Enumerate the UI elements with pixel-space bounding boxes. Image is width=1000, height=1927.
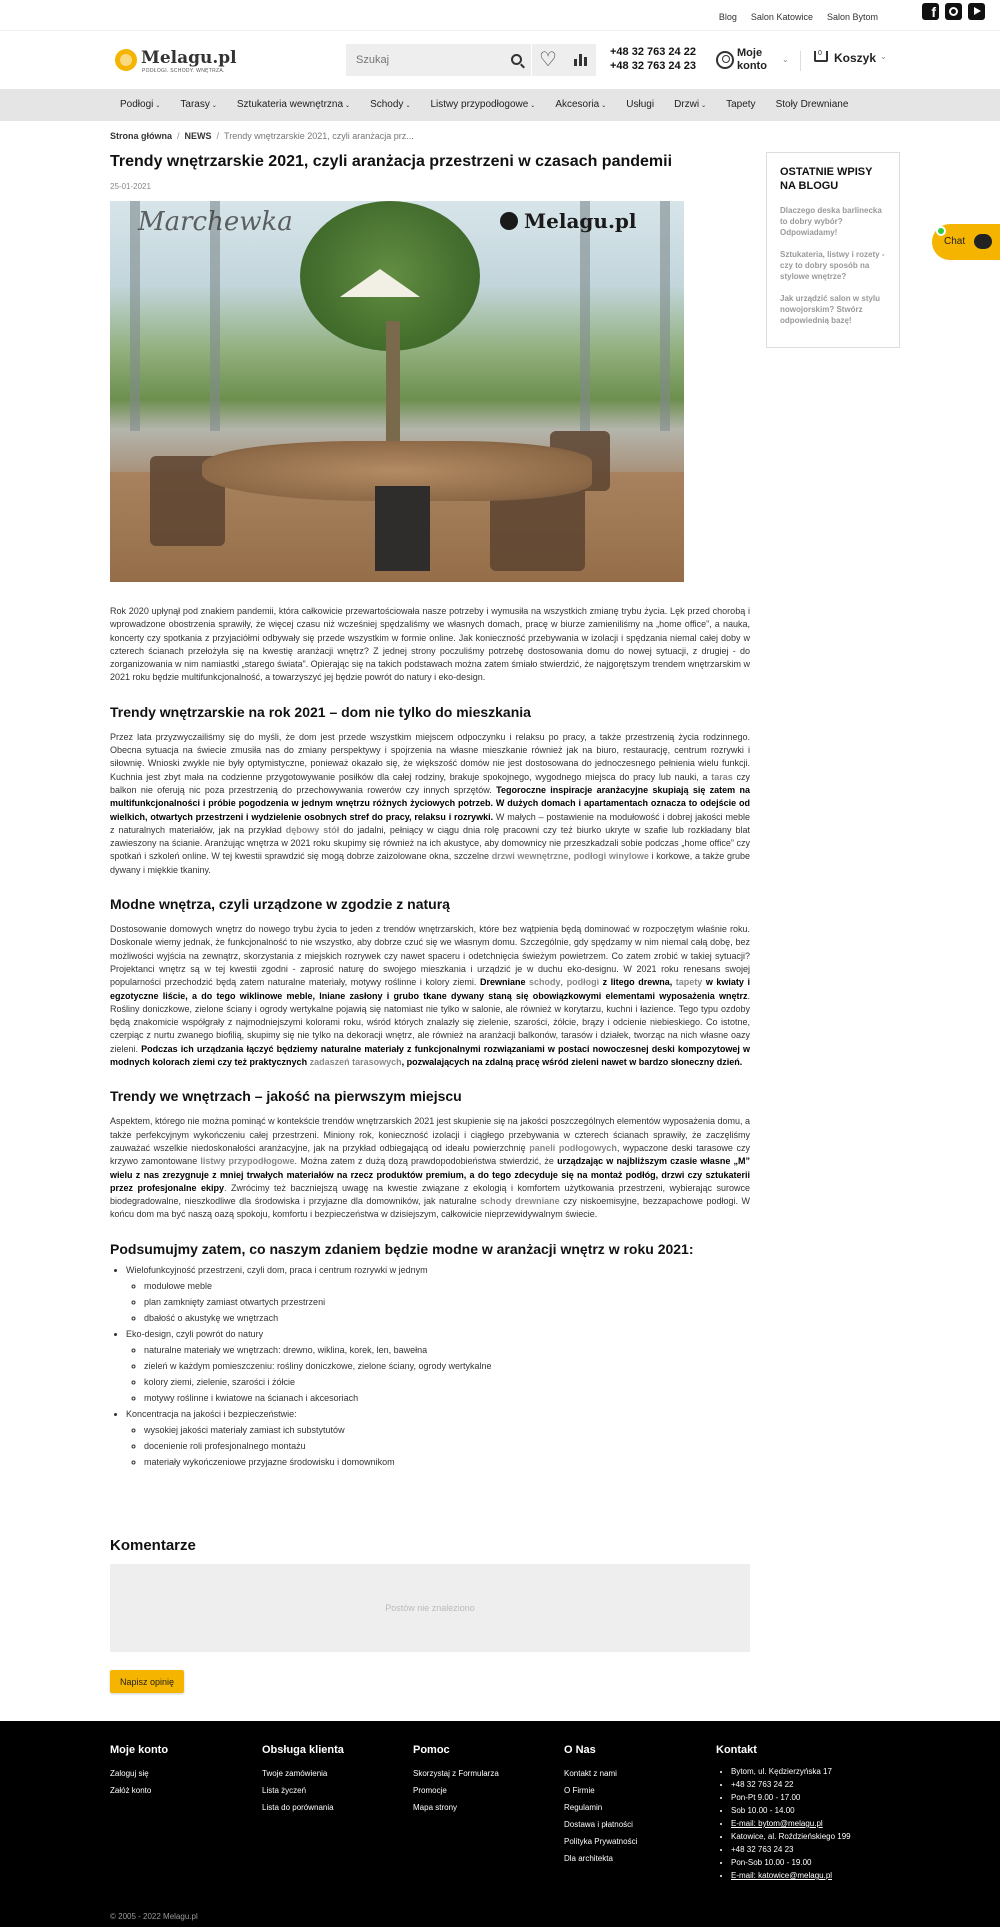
account-menu[interactable]	[716, 47, 789, 75]
summary-subitem: ◦ dbałość o akustykę we wnętrzach	[144, 1310, 750, 1326]
nav-item[interactable]	[545, 89, 616, 121]
footer-link-wishlist[interactable]: Lista życzeń	[262, 1786, 307, 1795]
site-header	[0, 30, 1000, 88]
wishlist-button[interactable]	[532, 44, 564, 76]
page-title: Trendy wnętrzarskie 2021, czyli aranżacja przestrzeni w czasach pandemii	[110, 153, 673, 170]
summary-subitem: ◦ zieleń w każdym pomieszczeniu: rośliny doniczkowe, zielone ściany, ogrody wertykalne	[144, 1358, 750, 1374]
nav-item[interactable]	[227, 89, 360, 121]
top-link-salon-bytom[interactable]: Salon Bytom	[826, 12, 878, 22]
nav-item[interactable]	[420, 89, 545, 121]
header-phones	[610, 45, 696, 73]
summary-item: • Koncentracja na jakości i bezpieczeństwie: ◦ wysokiej jakości materiały zamiast ich substytutów ◦ docenienie roli profesjonalnego montażu ◦ materiały wykończeniowe przyjazne środowisku i domownikom	[126, 1406, 750, 1470]
nav-item-label: Drzwi	[674, 99, 700, 110]
nav-list	[110, 89, 858, 121]
user-icon	[716, 51, 734, 69]
footer-link-login[interactable]: Zaloguj się	[110, 1769, 149, 1778]
compare-icon-bar	[584, 57, 587, 66]
summary-subitem: ◦ naturalne materiały we wnętrzach: drewno, wiklina, korek, len, bawełna	[144, 1342, 750, 1358]
link-tapety[interactable]: tapety	[675, 977, 703, 988]
link-schody-drewniane[interactable]: schody drewniane	[480, 1196, 560, 1207]
summary-subitem: ◦ kolory ziemi, zielenie, szarości i żółcie	[144, 1374, 750, 1390]
article-hero-image	[110, 201, 684, 582]
nav-item[interactable]	[766, 89, 859, 121]
recent-posts-sidebar	[766, 152, 900, 348]
summary-subitem: ◦ motywy roślinne i kwiatowe na ścianach i akcesoriach	[144, 1390, 750, 1406]
contact-line[interactable]: • E-mail: katowice@melagu.pl	[731, 1869, 851, 1882]
footer-heading: Pomoc	[413, 1744, 450, 1756]
tree-trunk	[386, 321, 400, 441]
summary-item: • Wielofunkcyjność przestrzeni, czyli dom, praca i centrum rozrywki w jednym ◦ modułowe meble ◦ plan zamknięty zamiast otwartych przestrzeni ◦ dbałość o akustykę we wnętrzach	[126, 1262, 750, 1326]
summary-item: • Eko-design, czyli powrót do natury ◦ naturalne materiały we wnętrzach: drewno, wiklina, korek, len, bawełna ◦ zieleń w każdym pomieszczeniu: rośliny doniczkowe, zielone ściany, ogrody wertykalne ◦ kolory ziemi, zielenie, szarości i żółcie ◦ motywy roślinne i kwiatowe na ścianach i akcesoriach	[126, 1326, 750, 1406]
footer-link-register[interactable]: Załóż konto	[110, 1786, 152, 1795]
summary-list	[110, 1262, 750, 1470]
footer-link-terms[interactable]: Regulamin	[564, 1803, 603, 1812]
logo-icon	[115, 49, 137, 71]
contact-line[interactable]: • E-mail: bytom@melagu.pl	[731, 1817, 851, 1830]
compare-icon-bar	[579, 54, 582, 66]
chevron-down-icon: ⌄	[530, 103, 536, 109]
footer-heading: Kontakt	[716, 1744, 757, 1756]
top-link-blog[interactable]: Blog	[718, 12, 737, 22]
link-drzwi-wewnetrzne[interactable]: drzwi wewnętrzne	[491, 851, 569, 862]
article-paragraph: Aspektem, którego nie można pominąć w kontekście trendów wnętrzarskich 2021 jest skupienie się na jakości poszczególnych elementów wyposażenia domu, a także perfekcyjnym wykończeniu całej przestrzeni. Miniony rok, konieczność izolacji i ciągłego przebywania w czterech ścianach sprawiły, że zaczęliśmy zauważać wszelkie niedoskonałości aranżacyjne, jak na przykład odbiegającą od ideału powierzchnię paneli podłogowych, wypaczone deski tarasowe czy krzywo zamontowane listwy przypodłogowe. Można zatem z dużą dozą prawdopodobieństwa stwierdzić, że urządzając w najbliższym czasie własne „M” wielu z nas zrezygnuje z mniej trwałych materiałów na rzecz produktów premium, a do tego zdecyduje się na montaż podłóg, drzwi czy sztukaterii przez profesjonalne ekipy. Zwrócimy też baczniejszą uwagę na kwestie związane z ekologią i komfortem użytkowania przestrzeni, wybierając surowce biodegradowalne, nieszkodliwe dla środowiska i przyjazne dla domowników, jak naturalne schody drewniane czy niskoemisyjne, bezzapachowe podłogi. W końcu dom ma być naszą oazą spokoju, komfortu i bezpieczeństwa w dzisiejszym, całkowicie nieprzewidywalnym świecie.	[110, 1116, 751, 1220]
comments-empty: Postów nie znaleziono	[110, 1564, 750, 1652]
footer-link-form[interactable]: Skorzystaj z Formularza	[413, 1769, 499, 1778]
window-frame	[580, 201, 590, 431]
summary-subitem: ◦ plan zamknięty zamiast otwartych przestrzeni	[144, 1294, 750, 1310]
comments-title: Komentarze	[110, 1537, 196, 1554]
nav-item-label: Schody	[370, 99, 404, 110]
logo-tagline: PODŁOGI. SCHODY. WNĘTRZA.	[142, 68, 225, 74]
link-debowy-stol[interactable]: dębowy stół	[285, 824, 340, 835]
breadcrumb: Strona główna / NEWS / Trendy wnętrzarskie 2021, czyli aranżacja prz...	[110, 131, 414, 141]
contact-line: • +48 32 763 24 22	[731, 1778, 851, 1791]
summary-subitem: ◦ modułowe meble	[144, 1278, 750, 1294]
summary-subitem: ◦ materiały wykończeniowe przyjazne środowisku i domownikom	[144, 1454, 750, 1470]
footer-link-promotions[interactable]: Promocje	[413, 1786, 447, 1795]
footer-col-about	[564, 1744, 637, 1867]
contact-line: • Sob 10.00 - 14.00	[731, 1804, 851, 1817]
chevron-down-icon: ⌄	[405, 103, 411, 109]
comments-section	[110, 1537, 750, 1687]
breadcrumb-current: Trendy wnętrzarskie 2021, czyli aranżacja prz...	[224, 131, 414, 141]
sidebar-title: OSTATNIE WPISY NA BLOGU	[780, 166, 873, 192]
account-label	[737, 47, 767, 73]
instagram-icon[interactable]	[945, 3, 962, 20]
nav-item[interactable]	[110, 89, 170, 121]
footer-col-account	[110, 1744, 168, 1799]
top-link-salon-katowice[interactable]: Salon Katowice	[750, 12, 813, 22]
logo-name: Melagu.pl	[141, 48, 237, 68]
search-box	[346, 44, 531, 76]
footer-link-delivery[interactable]: Dostawa i płatności	[564, 1820, 633, 1829]
compare-button[interactable]	[564, 44, 596, 76]
main-navigation	[0, 89, 1000, 121]
facebook-icon[interactable]	[922, 3, 939, 20]
summary-subitem: ◦ docenienie roli profesjonalnego montażu	[144, 1438, 750, 1454]
cart-count: 0	[818, 50, 822, 57]
search-icon[interactable]	[511, 54, 522, 65]
link-taras[interactable]: taras	[711, 771, 733, 782]
copyright: © 2005 - 2022 Melagu.pl	[110, 1912, 198, 1921]
article-paragraph: Przez lata przyzwyczailiśmy się do myśli, że dom jest przede wszystkim miejscem odpoczynku i relaksu po pracy, a także przestrzenią życia rodzinnego. Obecna sytuacja na świecie zmusiła nas do zmiany perspektywy i spojrzenia na własne mieszkanie również jak na biuro, restaurację, centrum rozrywki i siłownię. Wnioski zwykle nie były optymistyczne, ponieważ okazało się, że większość domów nie jest dostosowana do jednoczesnego pełnienia wielu funkcji. Kuchnia jest zbyt mała na codzienne przygotowywanie posiłków dla całej rodziny, brakuje spokojnego, wygodnego miejsca do pracy lub nauki, a taras czy balkon nie oferują nic poza przestrzenią do przechowywania rowerów czy innych sprzętów. Tegoroczne inspiracje aranżacyjne skupiają się zatem na multifunkcjonalności i próbie pogodzenia w jednym wnętrzu różnych życiowych potrzeb. W dużych domach i apartamentach oznacza to odejście od wielkich, otwartych przestrzeni i wydzielenie osobnych stref do pracy, relaksu i rozrywki. W małych – postawienie na modułowość i dobrej jakości meble z naturalnych materiałów, jak na przykład dębowy stół do jadalni, pełniący w ciągu dnia rolę pracowni czy też biurko ukryte w szafie lub rozkładany blat zawieszony na ścianie. Aranżując wnętrza w 2021 roku skupimy się również na ich akustyce, aby domownicy nie przeszkadzali sobie podczas „home office” czy spotkań i szkoleń online. W tej kwestii sprawdzić się mogą dobrze zaizolowane okna, szczelne drzwi wewnętrzne, podłogi winylowe i korkowe, a także grube dywany i miękkie tkaniny.	[110, 731, 751, 875]
site-footer	[0, 1721, 1000, 1927]
table-leg	[375, 486, 430, 571]
recent-post-link[interactable]: Sztukateria, listwy i rozety - czy to dobry sposób na stylowe wnętrze?	[780, 250, 885, 281]
chevron-down-icon: ⌄	[701, 103, 707, 109]
chevron-down-icon: ⌄	[211, 103, 217, 109]
nav-item-label: Sztukateria wewnętrzna	[236, 99, 344, 110]
contact-line: • Pon-Pt 9.00 - 17.00	[731, 1791, 851, 1804]
recent-post-link[interactable]: Dlaczego deska barlinecka to dobry wybór? Odpowiadamy!	[780, 206, 882, 237]
footer-link-compare[interactable]: Lista do porównania	[262, 1803, 334, 1812]
footer-col-service	[262, 1744, 344, 1816]
phone-bytom[interactable]: +48 32 763 24 23	[610, 60, 696, 72]
link-podlogi-winylowe[interactable]: podłogi winylowe	[573, 851, 649, 862]
chevron-down-icon: ⌄	[601, 103, 607, 109]
nav-item-label: Akcesoria	[555, 99, 600, 110]
phone-katowice[interactable]: +48 32 763 24 22	[610, 46, 696, 58]
nav-item-label: Usługi	[626, 99, 655, 110]
footer-link-orders[interactable]: Twoje zamówienia	[262, 1769, 328, 1778]
site-logo[interactable]	[115, 46, 237, 76]
footer-link-privacy[interactable]: Polityka Prywatności	[564, 1837, 638, 1846]
section-heading: Trendy we wnętrzach – jakość na pierwszym miejscu	[110, 1088, 462, 1105]
nav-item[interactable]	[664, 89, 716, 121]
recent-post-link[interactable]: Jak urządzić salon w stylu nowojorskim? Stwórz odpowiednią bazę!	[780, 294, 881, 325]
image-watermark-left: Marchewka	[138, 207, 293, 237]
chat-bubble-icon	[974, 234, 992, 249]
chevron-down-icon: ⌄	[880, 52, 887, 61]
top-links	[719, 12, 878, 22]
article-date: 25-01-2021	[110, 182, 151, 191]
online-status-icon	[936, 226, 946, 236]
footer-link-contact[interactable]: Kontakt z nami	[564, 1769, 617, 1778]
footer-col-help	[413, 1744, 499, 1816]
footer-heading: Moje konto	[110, 1744, 169, 1756]
article-body	[110, 605, 750, 1470]
footer-link-sitemap[interactable]: Mapa strony	[413, 1803, 458, 1812]
search-input[interactable]	[346, 44, 496, 76]
nav-item[interactable]	[716, 89, 765, 121]
footer-heading: O Nas	[564, 1744, 596, 1756]
chevron-down-icon: ⌄	[345, 103, 351, 109]
link-zadaszenia-tarasowe[interactable]: zadaszeń tarasowych	[309, 1057, 402, 1068]
article-intro: Rok 2020 upłynął pod znakiem pandemii, która całkowicie przewartościowała nasze potrzeby i wymusiła na wszystkich zmianę trybu życia. Lęk przed chorobą i wprowadzone obostrzenia sprawiły, że więcej czasu niż wcześniej spędzaliśmy we własnych domach, pracę w biurze zamieniliśmy na „home office”, a nauka, koncerty czy spotkania z przyjaciółmi odbywały się przede wszystkim w formie online. Jak konieczność przebywania w izolacji i spędzania niemal całej doby w czterech ścianach przełożyła się na kwestię aranżacji wnętrz? Z jednej strony poczuliśmy potrzebę dostosowania domu do nowej sytuacji, z drugiej - do zorganizowania w nim namiastki „starego świata”. Opierając się na takich podstawach można zatem śmiało stwierdzić, że najgorętszym trendem wnętrzarskim w 2021 roku będzie multifunkcjonalność, a towarzyszyć jej będzie powrót do natury i eko-design.	[110, 606, 750, 683]
contact-line: • Pon-Sob 10.00 - 19.00	[731, 1856, 851, 1869]
contact-line: • Katowice, al. Roździeńskiego 199	[731, 1830, 851, 1843]
section-heading: Podsumujmy zatem, co naszym zdaniem będzie modne w aranżacji wnętrz w roku 2021:	[110, 1240, 694, 1257]
write-review-button[interactable]: Napisz opinię	[110, 1670, 184, 1693]
chevron-down-icon: ⌄	[782, 55, 789, 64]
contact-line: • +48 32 763 24 23	[731, 1843, 851, 1856]
window-frame	[660, 201, 670, 431]
link-schody[interactable]: schody	[529, 977, 561, 988]
account-label-line2: konto	[737, 60, 767, 72]
nav-item-label: Listwy przypodłogowe	[430, 99, 529, 110]
top-bar	[0, 0, 1000, 30]
contact-line: • Bytom, ul. Kędzierzyńska 17	[731, 1765, 851, 1778]
link-panele-podlogowe[interactable]: paneli podłogowych	[529, 1142, 617, 1153]
header-divider	[800, 51, 801, 71]
link-podlogi[interactable]: podłogi	[566, 977, 600, 988]
footer-link-about[interactable]: O Firmie	[564, 1786, 595, 1795]
nav-item[interactable]	[616, 89, 664, 121]
section-heading: Trendy wnętrzarskie na rok 2021 – dom nie tylko do mieszkania	[110, 703, 531, 720]
chevron-down-icon: ⌄	[155, 103, 161, 109]
image-watermark-right: Melagu.pl	[500, 209, 637, 233]
section-heading: Modne wnętrza, czyli urządzone w zgodzie z naturą	[110, 896, 450, 913]
nav-item[interactable]	[360, 89, 420, 121]
summary-subitem: ◦ wysokiej jakości materiały zamiast ich substytutów	[144, 1422, 750, 1438]
compare-icon-bar	[574, 59, 577, 66]
footer-heading: Obsługa klienta	[262, 1744, 344, 1756]
chat-widget-button[interactable]	[932, 224, 1000, 260]
article-paragraph: Dostosowanie domowych wnętrz do nowego trybu życia to jeden z trendów wnętrzarskich, które bez wątpienia będą dominować w rozpoczętym właśnie roku. Doskonale wiemy jednak, że funkcjonalność to nie wszystko, aby dobrze czuć się we własnym domu. Szczególnie, gdy spędzamy w nim niemal całą dobę, bez możliwości wyjścia na zewnątrz, skorzystania z miejskich rozrywek czy nawet spaceru i odetchnięcia świeżym powietrzem. Co zatem zrobić w takiej sytuacji? Projektanci wnętrz są w tej kwestii zgodni - zaprosić naturę do swojego mieszkania i urządzić je w duchu eko-designu. W 2021 roku renesans swojej popularności przechodzić będą zatem naturalne materiały, motywy roślinne i kolory ziemi. Drewniane schody, podłogi z litego drewna, tapety w kwiaty i egzotyczne liście, a do tego wiklinowe meble, lniane zasłony i grubo tkane dywany staną się obowiązkowymi elementami wyposażenia wnętrz. Rośliny doniczkowe, zielone ściany i ogrody wertykalne pojawią się natomiast nie tylko w salonie, ale również w korytarzu, kuchni i łazience. Tego typu ozdoby będą znakomicie współgrały z najmodniejszymi kolorami roku, wśród których znalazły się zielenie, szarości, żółcie, brązy i odcienie niebieskiego. Co istotne, czerpiąc z nurtu zwanego biofilią, skupimy się nie tylko na dekoracji wnętrz, ale również na aranżacji balkonów, tarasów i działek, tworząc na nich własne oazy zieleni. Podczas ich urządzania łączyć będziemy naturalne materiały z funkcjonalnymi rozwiązaniami w postaci nowoczesnej deski kompozytowej w modnych kolorach ziemi czy też praktycznych zadaszeń tarasowych, pozwalających na zdalną pracę wśród zieleni nawet w bardzo słoneczny dzień.	[110, 924, 751, 1068]
nav-item-label: Podłogi	[120, 99, 154, 110]
footer-col-contact	[716, 1744, 851, 1882]
footer-link-architect[interactable]: Dla architekta	[564, 1854, 613, 1863]
nav-item-label: Tarasy	[180, 99, 210, 110]
cart-label: Koszyk	[834, 51, 877, 65]
article	[110, 152, 750, 1470]
social-links	[922, 3, 985, 20]
account-label-line1: Moje	[737, 47, 763, 59]
breadcrumb-news[interactable]: NEWS	[184, 131, 212, 141]
breadcrumb-home[interactable]: Strona główna	[110, 131, 173, 141]
youtube-icon[interactable]	[968, 3, 985, 20]
nav-item-label: Tapety	[726, 99, 756, 110]
pendant-lamp	[340, 269, 420, 297]
chat-label: Chat	[944, 236, 966, 247]
nav-item-label: Stoły Drewniane	[775, 99, 849, 110]
contact-list	[716, 1765, 851, 1882]
nav-item[interactable]	[170, 89, 226, 121]
link-listwy-przypodlogowe[interactable]: listwy przypodłogowe	[200, 1156, 295, 1167]
